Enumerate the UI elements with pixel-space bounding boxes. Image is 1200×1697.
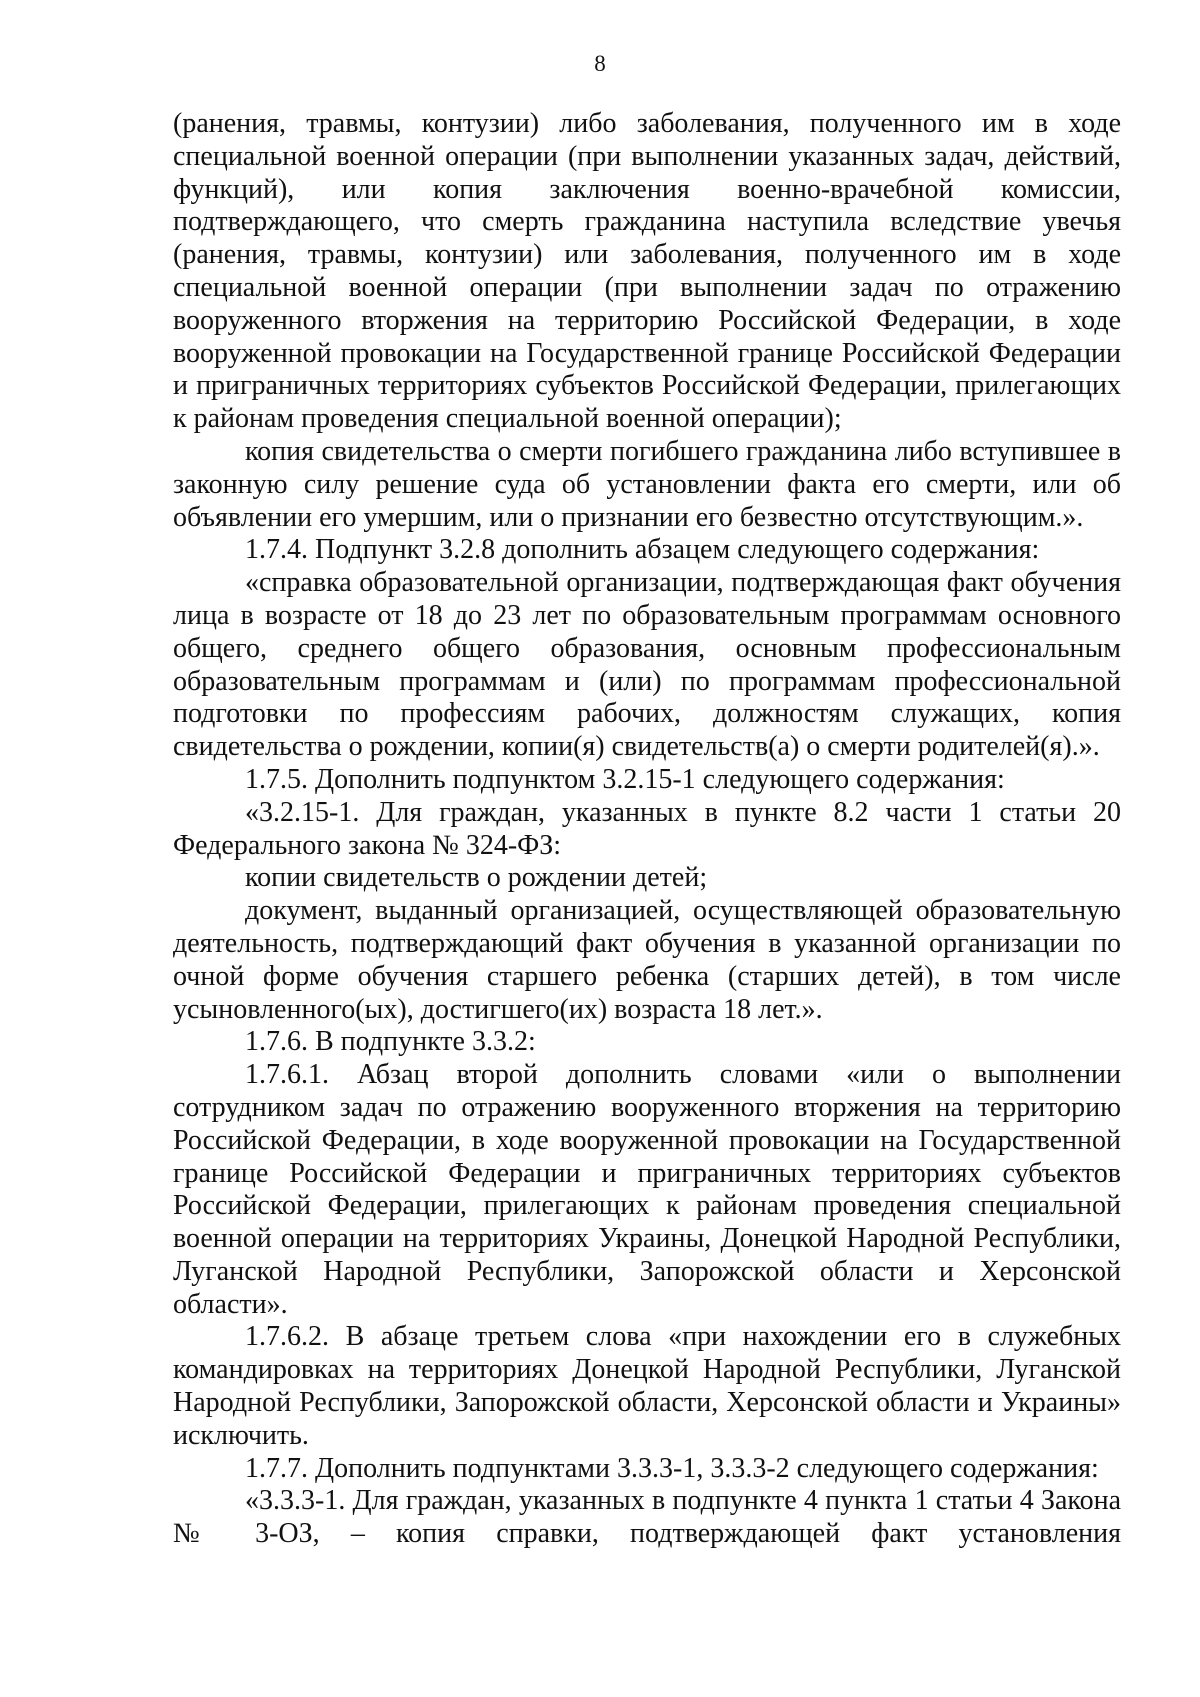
paragraph: 1.7.6.1. Абзац второй дополнить словами «или о выполнении сотрудником задач по отражению вооруженного вторжения на территорию Российской Федерации, в ходе вооруженной провокации на Государственной границе Российской Федерации и приграничных территориях субъектов Российской Федерации, прилегающих к районам проведения специальной военной операции на территориях Украины, Донецкой Народной Республики, Луганской Народной Республики, Запорожской области и Херсонской области». [173, 1059, 1121, 1320]
paragraph: копия свидетельства о смерти погибшего гражданина либо вступившее в законную силу решение суда об установлении факта его смерти, или об объявлении его умершим, или о признании его безвестно отсутствующим.». [173, 435, 1121, 533]
page-number: 8 [594, 51, 606, 76]
paragraph: документ, выданный организацией, осуществляющей образовательную деятельность, подтверждающий факт обучения в указанной организации по очной форме обучения старшего ребенка (старших детей), в том числе усыновленного(ых), достигшего(их) возраста 18 лет.». [173, 895, 1121, 1025]
paragraph: (ранения, травмы, контузии) либо заболевания, полученного им в ходе специальной военной операции (при выполнении указанных задач, действий, функций), или копия заключения военно-врачебной комиссии, подтверждающего, что смерть гражданина наступила вследствие увечья (ранения, травмы, контузии) или заболевания, полученного им в ходе специальной военной операции (при выполнении задач по отражению вооруженного вторжения на территорию Российской Федерации, в ходе вооруженной провокации на Государственной границе Российской Федерации и приграничных территориях субъектов Российской Федерации, прилегающих к районам проведения специальной военной операции); [173, 108, 1121, 435]
paragraph: 1.7.6.2. В абзаце третьем слова «при нахождении его в служебных командировках на территориях Донецкой Народной Республики, Луганской Народной Республики, Запорожской области, Херсонской области и Украины» исключить. [173, 1321, 1121, 1451]
paragraph: 1.7.4. Подпункт 3.2.8 дополнить абзацем следующего содержания: [245, 534, 1040, 566]
paragraph: 1.7.7. Дополнить подпунктами 3.3.3-1, 3.3.3-2 следующего содержания: [245, 1452, 1099, 1484]
paragraph: «3.3.3-1. Для граждан, указанных в подпункте 4 пункта 1 статьи 4 Закона № 3-ОЗ, – копия справки, подтверждающей факт установления [173, 1485, 1121, 1550]
paragraph: «справка образовательной организации, подтверждающая факт обучения лица в возрасте от 18 до 23 лет по образовательным программам основного общего, среднего общего образования, основным профессиональным образовательным программам и (или) по программам профессиональной подготовки по профессиям рабочих, должностям служащих, копия свидетельства о рождении, копии(я) свидетельств(а) о смерти родителей(я).». [173, 567, 1121, 763]
paragraph: «3.2.15-1. Для граждан, указанных в пункте 8.2 части 1 статьи 20 Федерального закона № 324-ФЗ: [173, 796, 1121, 861]
paragraph: копии свидетельств о рождении детей; [245, 862, 708, 894]
paragraph: 1.7.6. В подпункте 3.3.2: [245, 1026, 536, 1058]
paragraph: 1.7.5. Дополнить подпунктом 3.2.15-1 следующего содержания: [245, 763, 1005, 795]
document-body [173, 108, 1121, 1551]
